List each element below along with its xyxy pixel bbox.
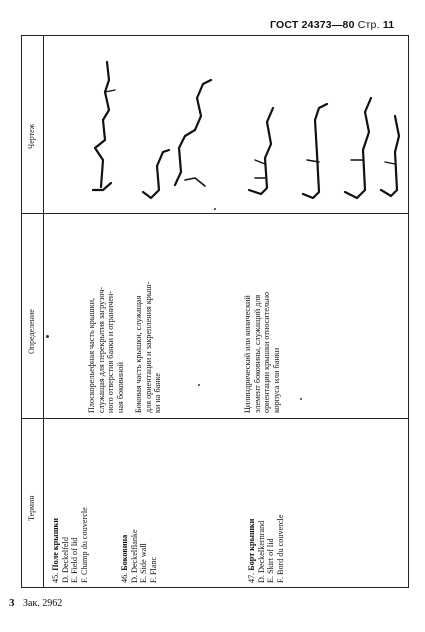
column-heading-definition: Определение: [27, 309, 36, 354]
page-number: 11: [382, 19, 395, 31]
definition-47: Цилиндрический или конический элемент боковины, служащий для ориентации крышки относительно корпуса или банки: [243, 291, 281, 413]
page-marker: 3: [9, 597, 15, 609]
term-title: 47. Борт крышки: [247, 518, 256, 583]
lid-skirt-profile-icon: [249, 98, 399, 198]
drawings-panel: [45, 40, 407, 210]
column-heading-terms: Термин: [27, 495, 36, 521]
term-title: 45. Поле крышки: [51, 518, 60, 583]
standard-number: ГОСТ 24373—80: [270, 19, 355, 31]
table-border-left: [21, 35, 22, 588]
page-footer: [9, 597, 62, 609]
terms-table: [21, 35, 409, 588]
order-number: Зак. 2962: [23, 598, 63, 609]
scan-speck: [198, 384, 200, 386]
term-translation-de: D. Deckelkernrand: [256, 520, 266, 583]
page-label: Стр.: [357, 19, 380, 31]
scan-speck: [46, 335, 49, 338]
term-translation-de: D. Deckelflanke: [129, 529, 139, 583]
lid-side-wall-profile-icon: [143, 80, 211, 198]
term-translation-en: E. Field of lid: [70, 537, 80, 583]
term-translation-fr: F. Champ du couvercle: [79, 507, 89, 583]
definition-46: Боковая часть крышки, служащая для ориентации и закрепления крыш- ки на банке: [134, 281, 163, 413]
term-translation-de: D. Deckelfeld: [60, 537, 70, 583]
page-header: [270, 19, 394, 31]
term-translation-fr: F. Flanc: [148, 556, 158, 583]
term-block-45: [51, 507, 89, 583]
table-border-top: [21, 35, 409, 36]
lid-field-profile-icon: [93, 62, 115, 190]
table-border-bottom: [21, 587, 409, 588]
header-divider: [43, 35, 44, 588]
term-translation-fr: F. Bord du couvercle: [275, 514, 285, 583]
term-translation-en: E. Side wall: [139, 543, 149, 583]
scan-speck: [214, 208, 216, 210]
column-divider-definition: [21, 418, 409, 419]
definition-45: Плоскорельефная часть крышки, служащая для перекрытия загрузоч- ного отверстия банки и ограничен- ная боковиной: [87, 286, 125, 413]
term-block-47: [247, 515, 285, 583]
column-divider-drawing: [21, 213, 409, 214]
term-translation-en: E. Skirt of lid: [266, 538, 276, 583]
scan-speck: [300, 398, 302, 400]
term-title: 46. Боковина: [120, 534, 129, 583]
table-border-right: [408, 35, 409, 588]
column-heading-drawing: Чертеж: [27, 123, 36, 149]
term-block-46: [120, 529, 158, 583]
